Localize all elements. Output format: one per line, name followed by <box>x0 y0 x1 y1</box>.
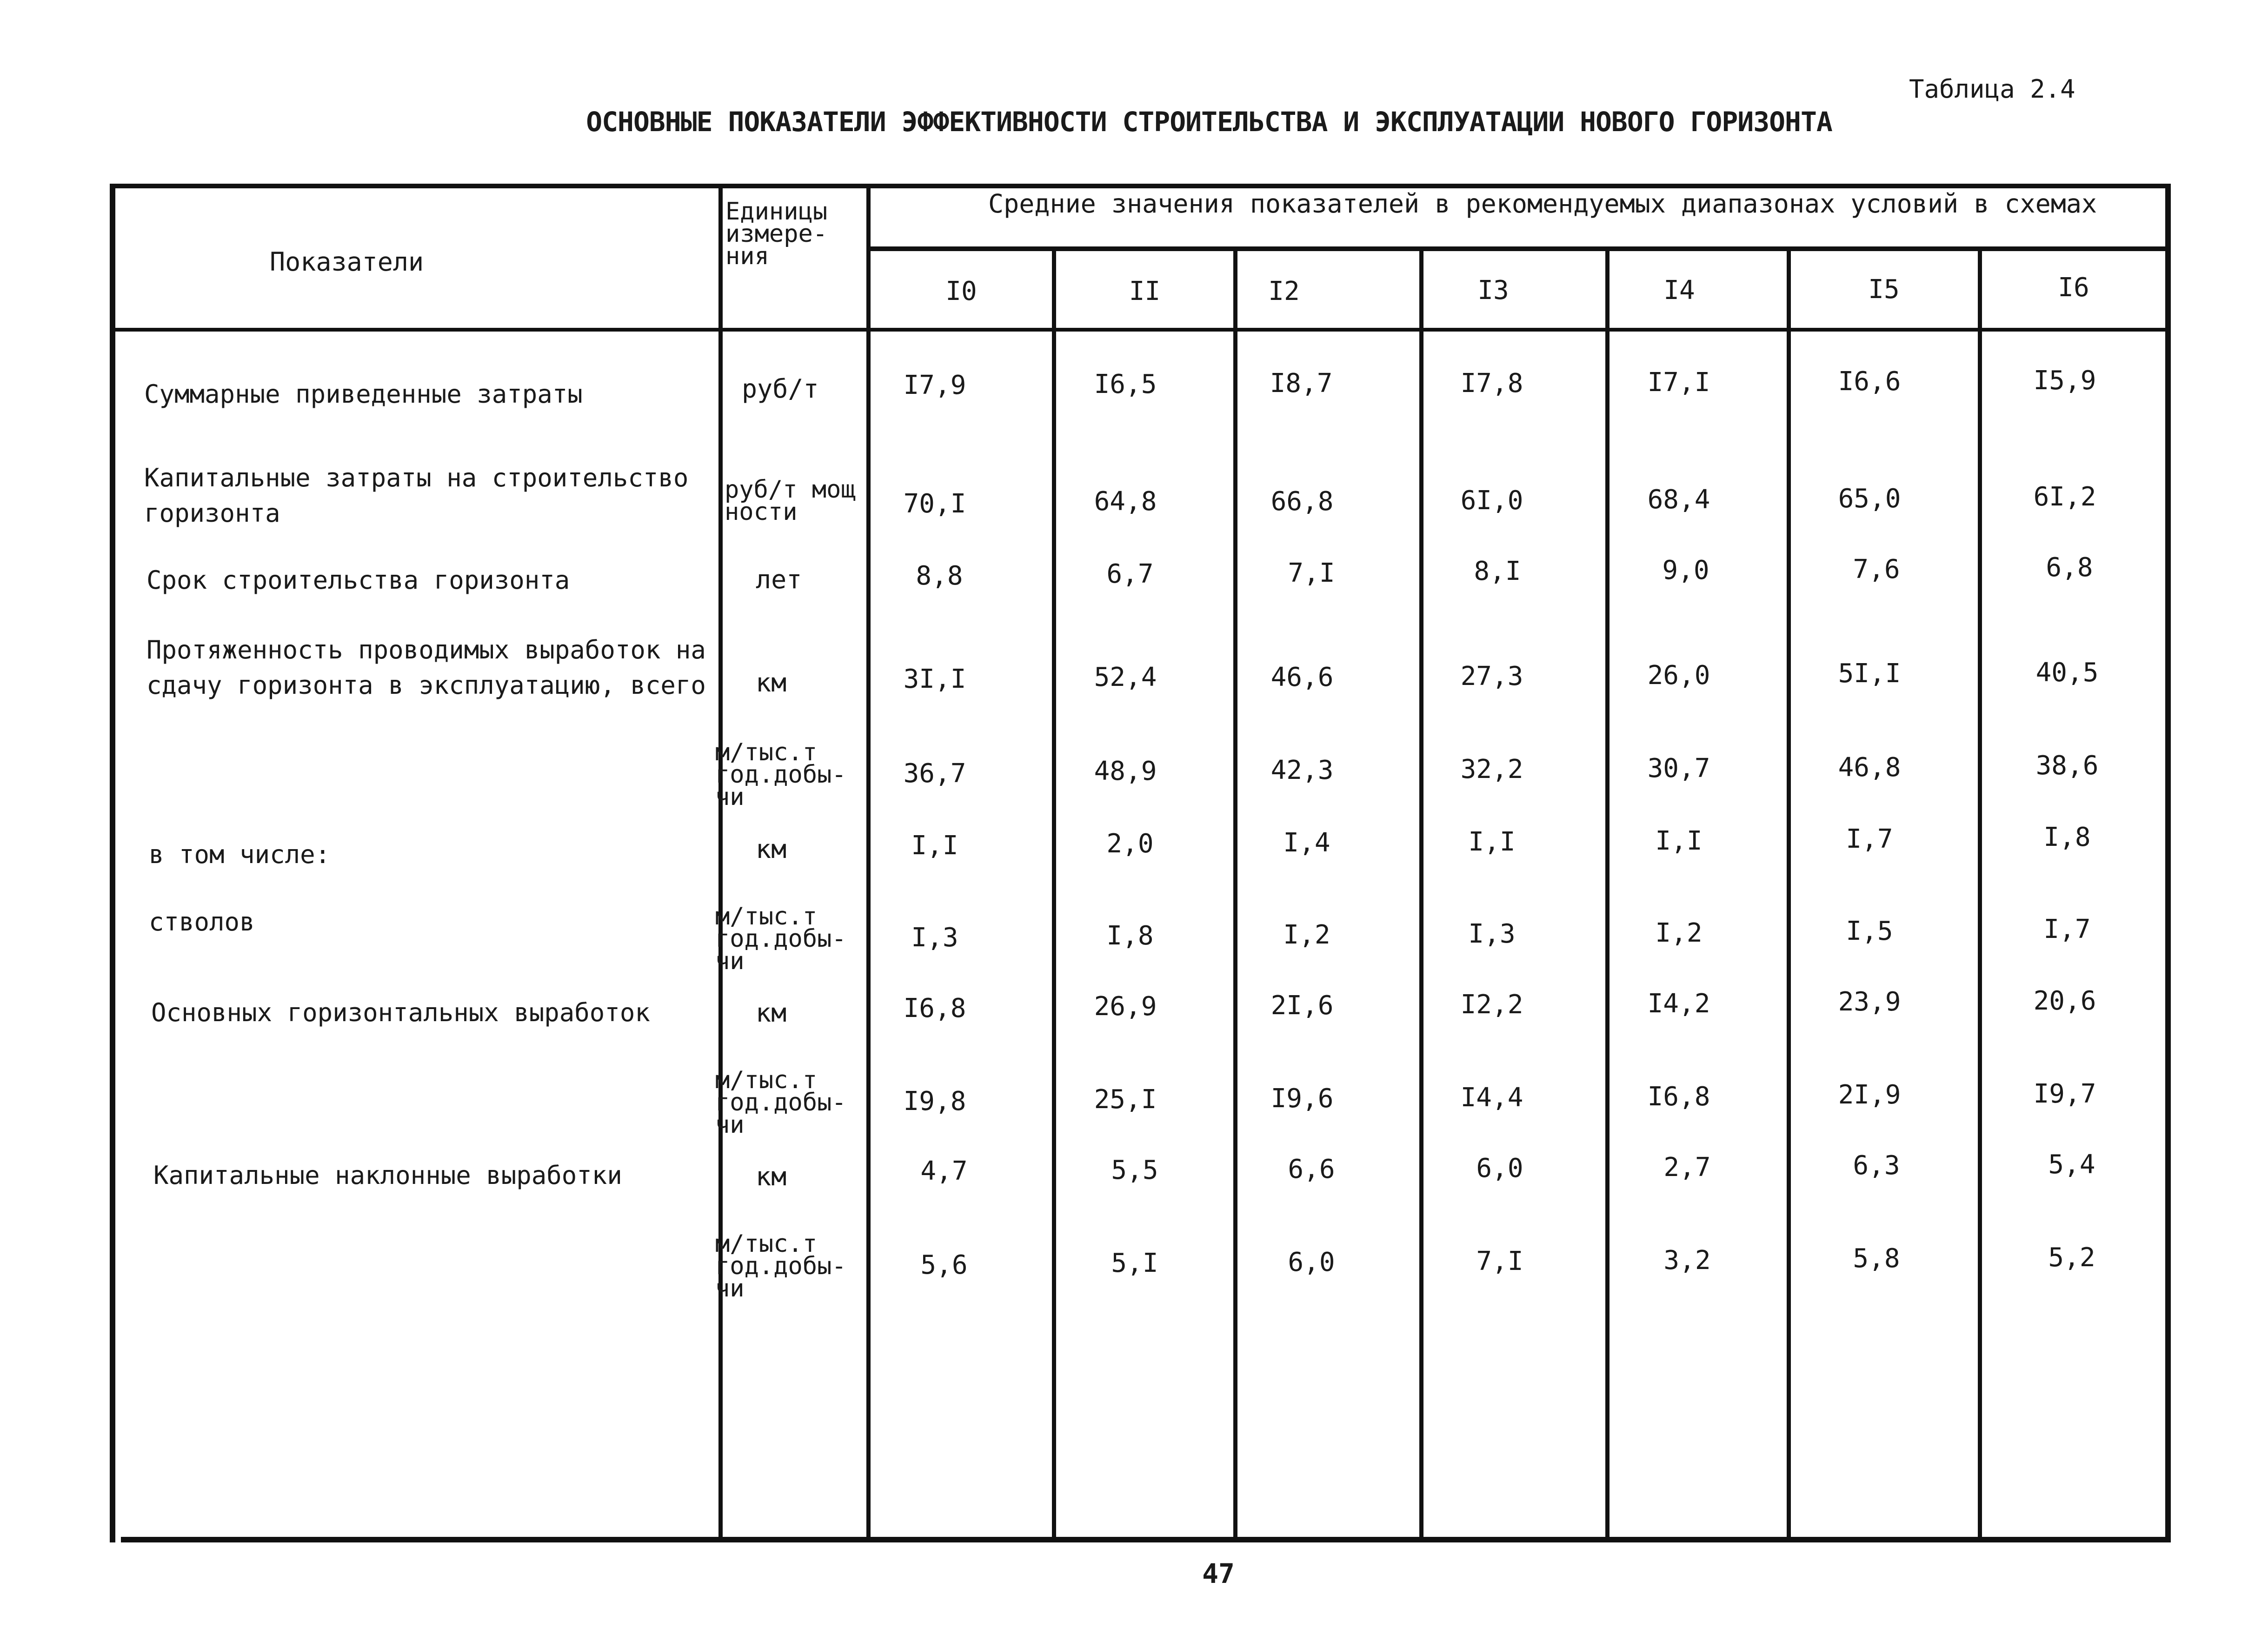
scheme-header: I3 <box>1477 275 1509 306</box>
col-divider-scheme-4 <box>1419 249 1423 1542</box>
value-cell: 5,5 <box>1111 1155 1158 1185</box>
table-right-border <box>2165 184 2171 1542</box>
row-unit-line: м/тыс.т <box>715 1066 818 1094</box>
header-units <box>725 198 828 270</box>
row-label-line: стволов <box>149 907 255 937</box>
row-unit-line: км <box>756 998 787 1028</box>
value-cell: I,I <box>911 831 958 861</box>
value-cell: I9,7 <box>2033 1079 2096 1109</box>
row-unit <box>715 1230 846 1302</box>
value-cell: I4,4 <box>1460 1083 1523 1113</box>
row-unit-line: чи <box>715 783 745 811</box>
value-cell: 36,7 <box>903 758 966 789</box>
value-cell: 6,0 <box>1476 1153 1523 1183</box>
table-left-border <box>110 184 115 1542</box>
row-unit-line: км <box>756 668 787 698</box>
page-number: 47 <box>1202 1558 1235 1589</box>
header-bottom-border <box>114 328 2170 332</box>
row-unit-line: км <box>756 1162 787 1191</box>
value-cell: 5,2 <box>2048 1243 2095 1273</box>
row-unit <box>756 566 802 593</box>
value-cell: I,3 <box>1468 919 1516 949</box>
value-cell: I,8 <box>2043 822 2091 852</box>
value-cell: I,2 <box>1655 918 1703 948</box>
value-cell: 9,0 <box>1662 555 1709 585</box>
value-cell: 46,8 <box>1838 752 1901 783</box>
value-cell: 23,9 <box>1838 987 1901 1017</box>
row-unit <box>756 1000 786 1027</box>
value-cell: 8,8 <box>916 561 963 591</box>
value-cell: 26,0 <box>1647 660 1710 691</box>
value-cell: I8,7 <box>1270 368 1333 399</box>
value-cell: 6,0 <box>1288 1247 1335 1277</box>
value-cell: 66,8 <box>1270 486 1334 517</box>
row-unit <box>715 903 846 975</box>
row-unit-line: лет <box>756 565 802 594</box>
value-cell: 48,9 <box>1094 756 1157 786</box>
table-top-border <box>110 184 2170 188</box>
table-label: Таблица 2.4 <box>1909 74 2075 104</box>
value-cell: 2,7 <box>1663 1152 1711 1183</box>
value-cell: 5,8 <box>1853 1243 1900 1274</box>
value-cell: 64,8 <box>1094 486 1157 517</box>
row-unit <box>725 476 856 526</box>
row-unit <box>756 836 786 863</box>
row-label <box>151 995 650 1030</box>
scheme-header: I5 <box>1868 274 1900 305</box>
value-cell: I6,5 <box>1094 369 1157 399</box>
row-unit-line: руб/т <box>742 374 819 404</box>
value-cell: I7,I <box>1647 367 1710 398</box>
value-cell: 6,7 <box>1106 559 1154 589</box>
value-cell: 25,I <box>1094 1084 1157 1115</box>
table-title: ОСНОВНЫЕ ПОКАЗАТЕЛИ ЭФФЕКТИВНОСТИ СТРОИТЕЛЬСТВА И ЭКСПЛУАТАЦИИ НОВОГО ГОРИЗОНТА <box>586 106 1832 138</box>
row-label-line: Основных горизонтальных выработок <box>151 998 650 1027</box>
value-cell: I,7 <box>2043 914 2091 944</box>
value-cell: 30,7 <box>1647 753 1710 784</box>
row-unit-line: чи <box>715 1110 745 1139</box>
row-label <box>149 837 330 872</box>
row-unit <box>756 670 786 697</box>
value-cell: I,7 <box>1846 824 1893 854</box>
header-group: Средние значения показателей в рекомендуемых диапазонах условий в схемах <box>988 189 2097 219</box>
table-bottom-border <box>121 1537 2167 1542</box>
value-cell: 70,I <box>903 489 966 519</box>
col-divider-scheme-5 <box>1605 249 1610 1542</box>
value-cell: 32,2 <box>1460 754 1523 784</box>
value-cell: I,5 <box>1846 916 1893 946</box>
value-cell: I4,2 <box>1647 989 1710 1019</box>
value-cell: 7,6 <box>1853 554 1900 585</box>
scheme-header: I0 <box>945 276 977 306</box>
value-cell: 6,8 <box>2046 552 2093 583</box>
value-cell: 3,2 <box>1663 1245 1711 1276</box>
scheme-header: II <box>1129 276 1161 306</box>
header-units-line: ния <box>725 242 769 270</box>
value-cell: 2,0 <box>1106 829 1154 859</box>
row-label-line: горизонта <box>144 498 280 528</box>
value-cell: 46,6 <box>1270 662 1334 692</box>
value-cell: 6I,0 <box>1460 485 1523 516</box>
header-units-line: измере- <box>725 219 828 248</box>
value-cell: 5,6 <box>920 1250 968 1280</box>
value-cell: 68,4 <box>1647 485 1710 515</box>
row-label <box>149 904 255 940</box>
row-label <box>153 1158 622 1193</box>
value-cell: 27,3 <box>1460 661 1523 691</box>
row-unit-line: м/тыс.т <box>715 738 818 766</box>
value-cell: 7,I <box>1288 558 1335 588</box>
value-cell: 5I,I <box>1838 658 1901 689</box>
row-unit-line: руб/т мощ <box>725 476 856 504</box>
value-cell: I6,6 <box>1838 366 1901 397</box>
row-unit <box>715 1066 846 1139</box>
row-unit-line: год.добы- <box>715 1252 846 1280</box>
value-cell: 4,7 <box>920 1156 968 1186</box>
row-unit-line: год.добы- <box>715 1088 846 1116</box>
row-label-line: Протяженность проводимых выработок на <box>146 635 706 665</box>
group-header-divider <box>870 246 2170 251</box>
header-units-line: Единицы <box>725 198 828 226</box>
row-unit-line: чи <box>715 1274 745 1302</box>
value-cell: I,3 <box>911 923 958 953</box>
value-cell: 5,I <box>1111 1248 1158 1278</box>
value-cell: 8,I <box>1474 556 1521 586</box>
row-unit-line: ности <box>725 498 798 526</box>
value-cell: I,8 <box>1106 921 1154 951</box>
value-cell: 6I,2 <box>2033 482 2096 512</box>
col-divider-scheme-6 <box>1787 249 1791 1542</box>
value-cell: I9,8 <box>903 1086 966 1116</box>
value-cell: I,I <box>1655 826 1703 856</box>
col-divider-scheme-2 <box>1052 249 1056 1542</box>
scheme-header: I6 <box>2058 272 2089 303</box>
value-cell: 52,4 <box>1094 662 1157 692</box>
value-cell: 2I,9 <box>1838 1080 1901 1110</box>
value-cell: 7,I <box>1476 1246 1523 1276</box>
row-label <box>144 377 583 412</box>
row-unit-line: м/тыс.т <box>715 903 818 930</box>
value-cell: I,I <box>1468 827 1516 857</box>
value-cell: I7,9 <box>903 370 966 400</box>
row-label-line: в том числе: <box>149 840 331 869</box>
value-cell: 42,3 <box>1270 755 1334 785</box>
row-label-line: Капитальные затраты на строительство <box>144 463 689 492</box>
row-label-line: Срок строительства горизонта <box>146 565 570 595</box>
row-unit-line: год.добы- <box>715 760 846 789</box>
header-indicators: Показатели <box>270 247 424 277</box>
row-unit-line: год.добы- <box>715 924 846 953</box>
value-cell: 40,5 <box>2035 658 2099 688</box>
value-cell: I,2 <box>1283 920 1330 950</box>
value-cell: 38,6 <box>2035 751 2099 781</box>
value-cell: 3I,I <box>903 664 966 694</box>
value-cell: I6,8 <box>1647 1082 1710 1112</box>
value-cell: I5,9 <box>2033 365 2096 396</box>
value-cell: I2,2 <box>1460 990 1523 1020</box>
row-unit-line: чи <box>715 947 745 975</box>
row-unit <box>756 1163 786 1190</box>
value-cell: 20,6 <box>2033 986 2096 1016</box>
col-divider-scheme-7 <box>1978 249 1982 1542</box>
row-label <box>146 563 570 598</box>
row-label-line: сдачу горизонта в эксплуатацию, всего <box>146 670 706 700</box>
row-unit-line: м/тыс.т <box>715 1230 818 1258</box>
col-divider-scheme-3 <box>1233 249 1237 1542</box>
value-cell: I6,8 <box>903 993 966 1023</box>
scheme-header: I2 <box>1268 276 1300 306</box>
row-label <box>144 460 688 531</box>
row-unit-line: км <box>756 834 787 864</box>
value-cell: I9,6 <box>1270 1083 1334 1114</box>
row-label-line: Суммарные приведенные затраты <box>144 379 583 409</box>
value-cell: 65,0 <box>1838 484 1901 514</box>
value-cell: 5,4 <box>2048 1150 2095 1180</box>
value-cell: I7,8 <box>1460 368 1523 399</box>
row-label <box>146 632 706 703</box>
value-cell: 6,3 <box>1853 1150 1900 1181</box>
col-divider-units <box>718 184 723 1542</box>
value-cell: I,4 <box>1283 828 1330 858</box>
row-unit <box>715 738 846 811</box>
row-unit <box>742 376 819 403</box>
scheme-header: I4 <box>1663 275 1695 306</box>
value-cell: 26,9 <box>1094 991 1157 1022</box>
row-label-line: Капитальные наклонные выработки <box>153 1161 622 1190</box>
value-cell: 2I,6 <box>1270 990 1334 1021</box>
value-cell: 6,6 <box>1288 1154 1335 1184</box>
